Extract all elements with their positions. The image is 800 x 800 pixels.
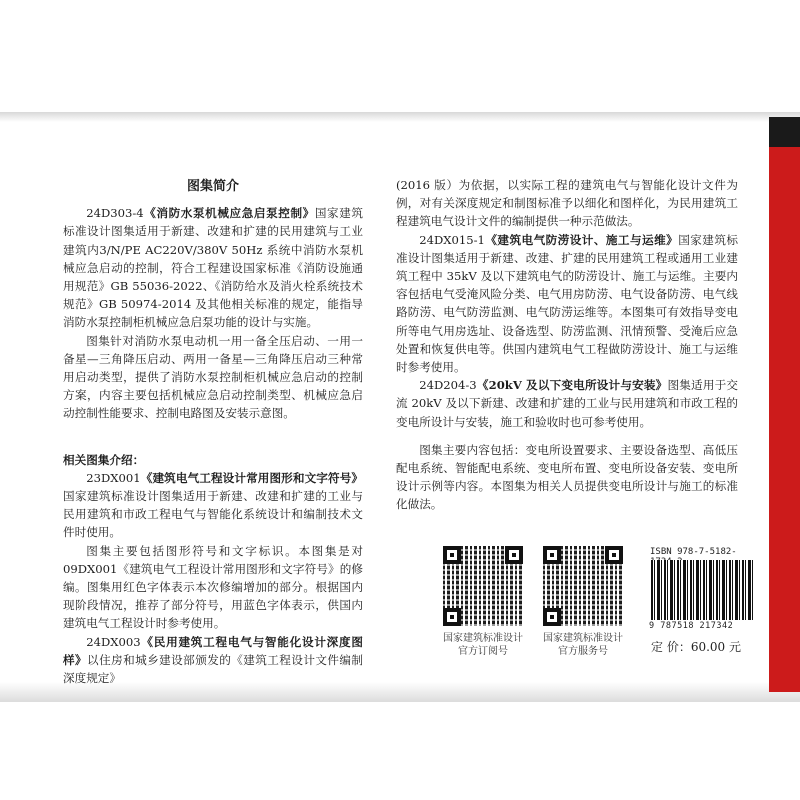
spine-red-band: [769, 117, 800, 692]
qr-caption-line-1: 国家建筑标准设计: [543, 633, 623, 644]
qr-code-service: [538, 546, 628, 658]
qr-caption-line-2: 官方服务号: [558, 646, 608, 657]
left-text-column: [63, 178, 363, 687]
page-edge-shadow-top: [0, 112, 800, 122]
paragraph-text: 国家建筑标准设计图集适用于新建、改建、扩建的民用建筑工程或通用工业建筑工程中 35kV 及以下建筑电气的防涝设计、施工与运维。主要内容包括电气受淹风险分类、电气用房防涝、电气设备防涝、电气线路防涝、电气防涝监测、电气防涝运维等。本图集可有效指导变电所等电气用房选址、设备选型、防涝监测、汛情预警、受淹后应急处置和恢复供电等。供国内建筑电气工程做防涝设计、施工与运维时参考使用。: [396, 232, 738, 375]
qr-code-icon: [443, 546, 523, 626]
qr-caption-line-2: 官方订阅号: [458, 646, 508, 657]
atlas-code: 24D204-3: [419, 378, 477, 393]
related-paragraph-5: [396, 376, 738, 431]
atlas-code: 24DX015-1: [419, 232, 485, 247]
intro-paragraph-1: [63, 204, 363, 331]
right-text-column: [396, 176, 738, 514]
barcode-icon: [651, 560, 755, 620]
atlas-code: 24DX003: [86, 634, 141, 649]
qr-caption: [538, 632, 628, 658]
related-paragraph-6: 图集主要内容包括：变电所设置要求、主要设备选型、高低压配电系统、智能配电系统、变电所布置、变电所设备安装、变电所设计示例等内容。本图集为相关人员提供变电所设计与施工的标准化做法。: [396, 442, 738, 512]
intro-paragraph-2: 图集针对消防水泵电动机一用一备全压启动、一用一备星—三角降压启动、两用一备星—三角降压启动三种常用启动类型，提供了消防水泵控制柜机械应急启动的控制方案，内容主要包括机械应急启动控制类型、机械应急启动控制性能要求、控制电路图及安装示意图。: [63, 333, 363, 421]
atlas-code: 24D303-4: [86, 206, 144, 221]
price-label: 定 价：60.00 元: [651, 640, 741, 654]
introduction-heading: 图集简介: [186, 179, 239, 194]
qr-code-icon: [543, 546, 623, 626]
qr-code-subscription: [438, 546, 528, 658]
related-paragraph-1: [63, 469, 363, 542]
spine-dark-edge: [769, 117, 800, 147]
qr-caption: [438, 632, 528, 658]
paragraph-text: 国家建筑标准设计图集适用于新建、改建和扩建的工业与民用建筑和市政工程电气与智能化系统设计和编制技术文件时使用。: [63, 489, 363, 540]
atlas-title: 《20kV 及以下变电所设计与安装》: [476, 378, 668, 393]
paragraph-text: 国家建筑标准设计图集适用于新建、改建和扩建的民用建筑与工业建筑内3/N/PE AC220V/380V 50Hz 系统中消防水泵机械应急启动的控制，符合工程建设国家标准《消防设施通用规范》GB 55036-2022、《消防给水及消火栓系统技术规范》GB 50974-2014 及其他相关标准的规定，能指导消防水泵控制柜机械应急启泵功能的设计与实施。: [63, 206, 363, 330]
atlas-title: 《建筑电气工程设计常用图形和文字符号》: [140, 470, 363, 485]
related-paragraph-2: 图集主要包括图形符号和文字标识。本图集是对 09DX001《建筑电气工程设计常用图形和文字符号》的修编。图集用红色字体表示本次修编增加的部分。根据国内现阶段情况，推荐了部分符号，用蓝色字体表示，供国内建筑电气工程设计时参考使用。: [63, 543, 363, 631]
atlas-title: 《民用建筑工程电气与智能化设计深度图样》: [63, 634, 363, 667]
paragraph-text: 以住房和城乡建设部颁发的《建筑工程设计文件编制深度规定》: [63, 652, 363, 686]
barcode-number: 9 787518 217342: [649, 621, 734, 631]
paragraph-text: 图集适用于交流 20kV 及以下新建、改建和扩建的工业与民用建筑和市政工程的变电所设计与安装，施工和验收时也可参考使用。: [396, 378, 738, 429]
related-paragraph-3: [63, 633, 363, 688]
related-paragraph-4: [396, 231, 738, 377]
qr-caption-line-1: 国家建筑标准设计: [443, 633, 523, 644]
isbn-label: ISBN 978-7-5182-: [650, 547, 737, 557]
atlas-code: 23DX001: [86, 470, 141, 485]
atlas-title: 《消防水泵机械应急启泵控制》: [143, 206, 315, 221]
atlas-title: 《建筑电气防涝设计、施工与运维》: [484, 232, 679, 247]
related-atlases-heading: 相关图集介绍：: [63, 452, 145, 467]
continued-paragraph: (2016 版）为依据，以实际工程的建筑电气与智能化设计文件为例，对有关深度规定和制图标准予以细化和图样化，为民用建筑工程建筑电气设计文件的编制提供一种示范做法。: [396, 178, 738, 229]
